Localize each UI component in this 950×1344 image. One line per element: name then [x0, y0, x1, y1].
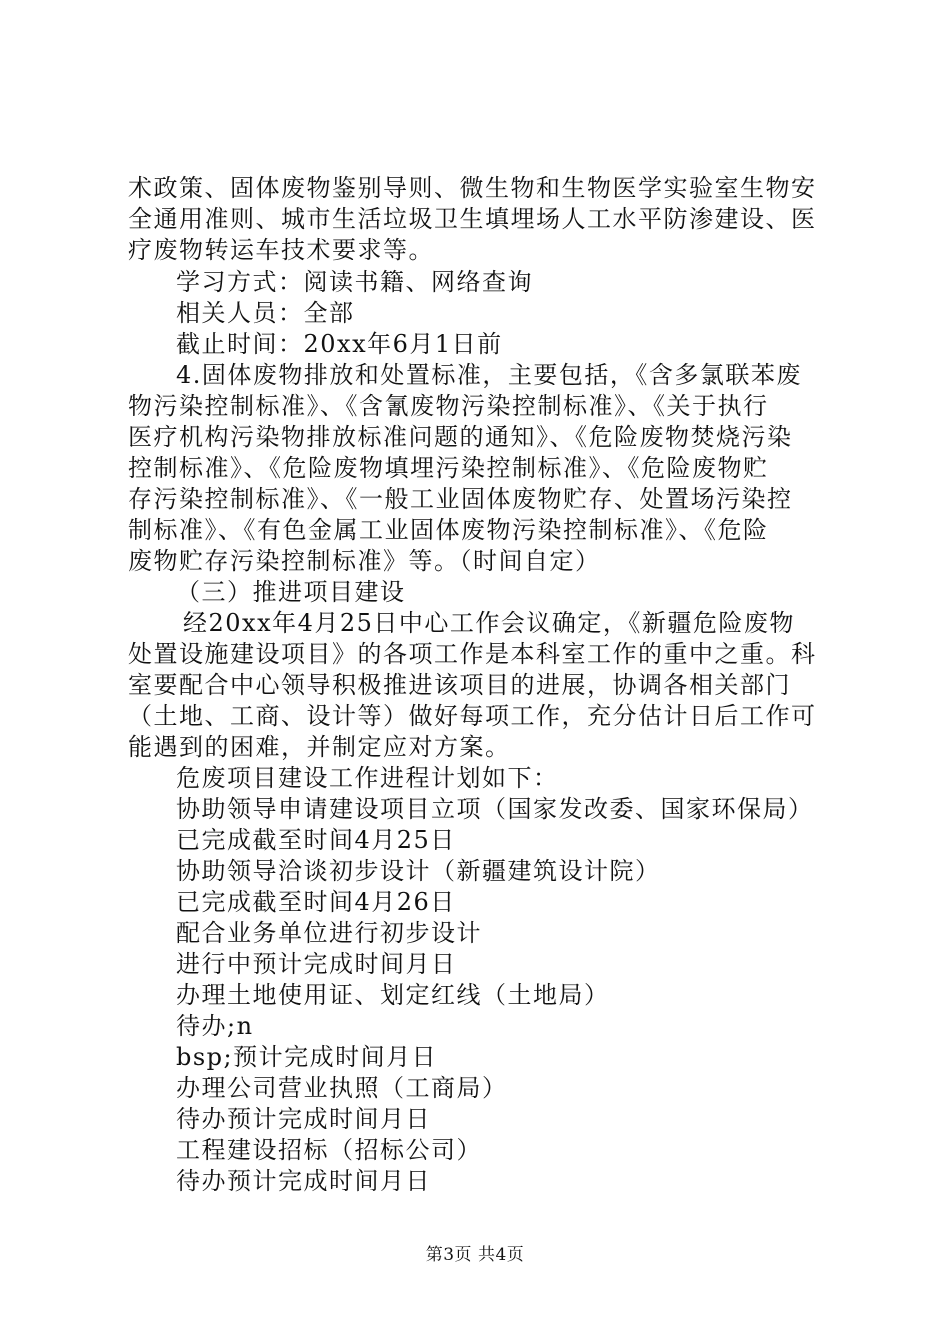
plan-status: 待办预计完成时间月日	[176, 1105, 431, 1133]
body-text-line: 危废项目建设工作进程计划如下：	[176, 764, 559, 792]
plan-status: 进行中预计完成时间月日	[176, 950, 457, 978]
body-text-line: 医疗机构污染物排放标准问题的通知》、《危险废物焚烧污染	[128, 423, 793, 451]
plan-item: 办理土地使用证、划定红线（土地局）	[176, 981, 610, 1009]
plan-status: 待办;n	[176, 1012, 254, 1040]
plan-item: 协助领导洽谈初步设计（新疆建筑设计院）	[176, 857, 661, 885]
plan-item: 办理公司营业执照（工商局）	[176, 1074, 508, 1102]
page-number-footer: 第3页 共4页	[425, 1245, 525, 1265]
body-text-line: 截止时间：20xx年6月1日前	[176, 330, 503, 358]
body-text-line: 术政策、固体废物鉴别导则、微生物和生物医学实验室生物安	[128, 174, 817, 202]
body-text-line: 学习方式：阅读书籍、网络查询	[176, 268, 533, 296]
section-heading: （三）推进项目建设	[176, 578, 406, 606]
body-text-line: （土地、工商、设计等）做好每项工作，充分估计日后工作可	[128, 702, 817, 730]
plan-item: 工程建设招标（招标公司）	[176, 1136, 482, 1164]
plan-status: 待办预计完成时间月日	[176, 1167, 431, 1195]
body-text-line: 相关人员：全部	[176, 299, 355, 327]
body-text-line: 全通用准则、城市生活垃圾卫生填埋场人工水平防渗建设、医	[128, 205, 817, 233]
body-text-line: 控制标准》、《危险废物填埋污染控制标准》、《危险废物贮	[128, 454, 769, 482]
body-text-line: 存污染控制标准》、《一般工业固体废物贮存、处置场污染控	[128, 485, 793, 513]
body-text-line: 疗废物转运车技术要求等。	[128, 236, 434, 264]
plan-item: 协助领导申请建设项目立项（国家发改委、国家环保局）	[176, 795, 814, 823]
body-text-line: 室要配合中心领导积极推进该项目的进展，协调各相关部门	[128, 671, 791, 699]
plan-status: 已完成截至时间4月25日	[176, 826, 456, 854]
body-text-line: 处置设施建设项目》的各项工作是本科室工作的重中之重。科	[128, 640, 817, 668]
body-text-line: 能遇到的困难，并制定应对方案。	[128, 733, 511, 761]
body-text-line: 物污染控制标准》、《含氰废物污染控制标准》、《关于执行	[128, 392, 769, 420]
body-text-line: 制标准》、《有色金属工业固体废物污染控制标准》、《危险	[128, 516, 769, 544]
body-text-line: 4.固体废物排放和处置标准，主要包括，《含多氯联苯废	[176, 361, 802, 389]
body-text-line: 废物贮存污染控制标准》等。（时间自定）	[128, 547, 601, 575]
plan-item: 配合业务单位进行初步设计	[176, 919, 482, 947]
plan-status: bsp;预计完成时间月日	[176, 1043, 438, 1071]
plan-status: 已完成截至时间4月26日	[176, 888, 456, 916]
body-text-line: 经20xx年4月25日中心工作会议确定，《新疆危险废物	[183, 609, 795, 637]
